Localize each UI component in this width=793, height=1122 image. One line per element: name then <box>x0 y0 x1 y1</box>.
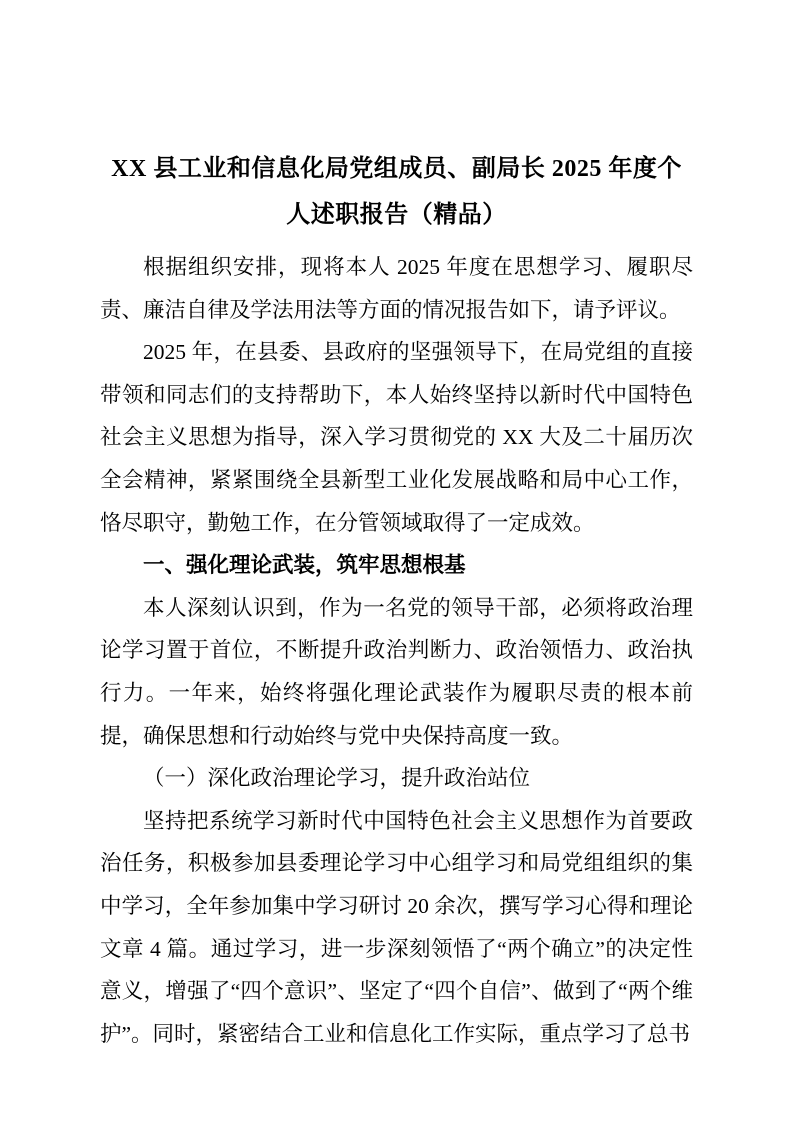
section-heading1: 一、强化理论武装，筑牢思想根基 <box>143 553 466 578</box>
paragraph: 本人深刻认识到，作为一名党的领导干部，必须将政治理论学习置于首位，不断提升政治判断力、政治领悟力、政治执行力。一年来，始终将强化理论武装作为履职尽责的根本前提，确保思想和行动始终与党中央保持高度一致。 <box>100 595 693 748</box>
paragraph: 2025 年，在县委、县政府的坚强领导下，在局党组的直接带领和同志们的支持帮助下，本人始终坚持以新时代中国特色社会主义思想为指导，深入学习贯彻党的 XX 大及二十届历次全会精神，紧紧围绕全县新型工业化发展战略和局中心工作，恪尽职守，勤勉工作，在分管领域取得了一定成效。 <box>100 340 693 535</box>
paragraph: 根据组织安排，现将本人 2025 年度在思想学习、履职尽责、廉洁自律及学法用法等方面的情况报告如下，请予评议。 <box>100 255 693 322</box>
document-body <box>100 246 693 1055</box>
section-heading2: （一）深化政治理论学习，提升政治站位 <box>143 766 531 791</box>
document-title: XX 县工业和信息化局党组成员、副局长 2025 年度个人述职报告（精品） <box>111 156 682 228</box>
paragraph: 坚持把系统学习新时代中国特色社会主义思想作为首要政治任务，积极参加县委理论学习中心组学习和局党组组织的集中学习，全年参加集中学习研讨 20 余次，撰写学习心得和理论文章 4 篇。通过学习，进一步深刻领悟了“两个确立”的决定性意义，增强了“四个意识”、坚定了“四个自信”、做到了“两个维护”。同时，紧密结合工业和信息化工作实际，重点学习了总书 <box>100 808 693 1046</box>
document-content <box>100 146 693 1055</box>
